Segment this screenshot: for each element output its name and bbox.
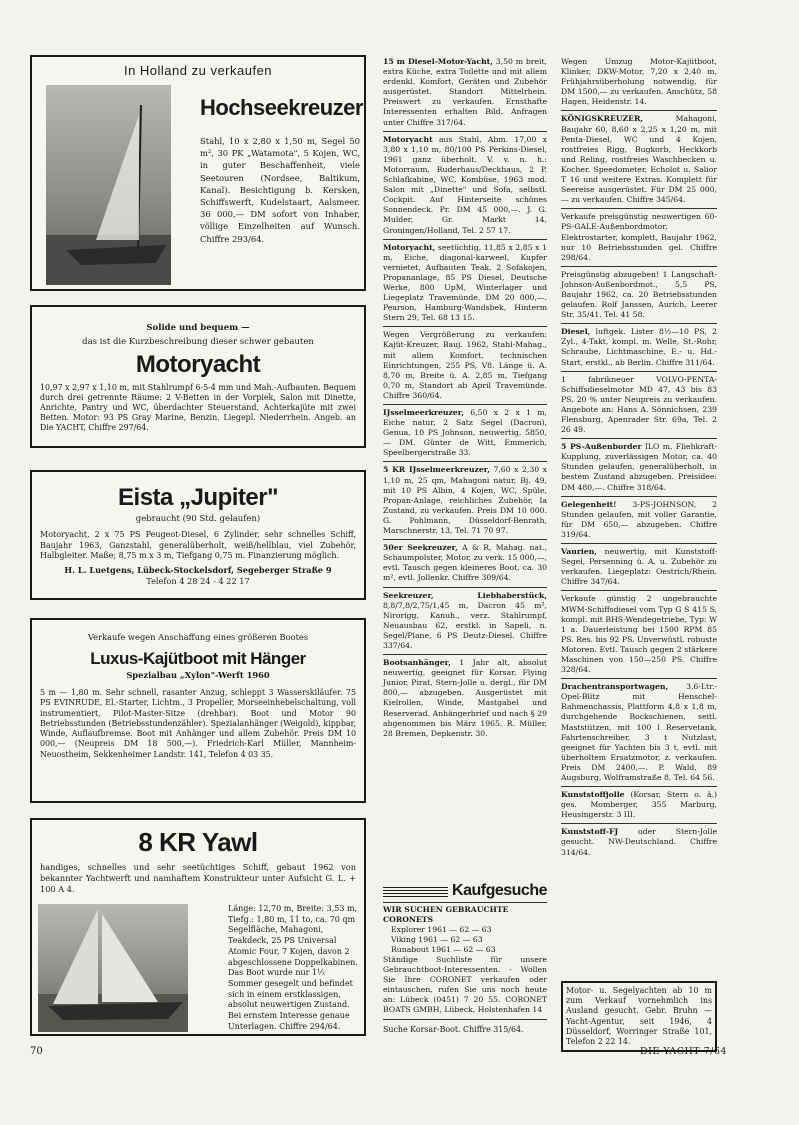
ad-separator	[561, 678, 717, 679]
ad-luxus-kajuetboot	[30, 618, 366, 803]
ad-text: Wegen Umzug Motor-Kajütboot, Klinker, DKW-Motor, 7,20 x 2,40 m, Frühjahrsüberholung notwendig, für DM 1500,— zu verkaufen. Anschütz, 58 Hagen, Heidenstr. 14.	[561, 57, 717, 107]
coronet-model-line: Viking 1961 — 62 — 63	[391, 935, 483, 944]
ad-text: ILO m. Fliehkraft-Kupplung, zuverlässigen Motor, ca. 40 Stunden gelaufen, generalüberholt, in bestem Zustand abzugeben. Preisidee: DM 480,—. Chiffre 318/64.	[561, 442, 718, 492]
ad-lead: Solide und bequem —	[146, 323, 250, 333]
classified-column-middle	[383, 57, 547, 739]
ad-label: Vaurien,	[561, 547, 597, 557]
ad-header: In Holland zu verkaufen	[123, 63, 273, 78]
ad-label: Drachentransportwagen,	[561, 682, 669, 692]
ad-label: Motoryacht	[383, 134, 433, 144]
ad-separator	[383, 587, 547, 588]
ad-eista-jupiter	[30, 470, 366, 600]
ad-label: Gelegenheit!	[561, 499, 617, 509]
bruhn-text: Motor- u. Segelyachten ab 10 m zum Verkauf vornehmlich ins Ausland gesucht. Gebr. Bruhn — Yacht-Agentur, seit 1946, 4 Düsseldorf, Worringer Straße 101, Telefon 2 22 14.	[566, 986, 712, 1047]
classified-ad	[561, 212, 717, 262]
kaufgesuche-section	[383, 882, 547, 1035]
ad-label: Seekreuzer, Liebhaberstück,	[383, 590, 547, 600]
classified-ad	[561, 790, 717, 820]
classified-ad	[561, 682, 717, 783]
classified-ad	[561, 57, 717, 107]
ad-text: Preisgünstig abzugeben! 1 Langschaft-Johnson-Außenbordmot., 5,5 PS, Baujahr 1962, ca. 20 Betriebsstunden gelaufen. Rolf Janssen, Aurich, Leerer Str. 35/41. Tel. 41 58.	[561, 269, 717, 320]
ad-text: 7,60 x 2,30 x 1,10 m, 25 qm, Mahagoni natur, Bj. 49, mit 10 PS Albin, 4 Kojen, WC, Spüle, Propan-Anlage, reichliches Zubehör, Ia Zustand, zu verkaufen. Preis DM 10 000. G. Pohlmann, Düsseldorf-Benrath, Marschnerstr. 13, Tel. 71 70 97.	[383, 465, 547, 536]
ad-separator	[561, 496, 717, 497]
ad-separator	[561, 590, 717, 591]
ad-separator	[383, 326, 547, 327]
ad-label: Motoryacht,	[383, 242, 436, 252]
ad-separator	[561, 823, 717, 824]
ad-separator	[383, 131, 547, 132]
coronet-heading: WIR SUCHEN GEBRAUCHTE CORONETS	[383, 905, 509, 924]
ad-phone: Telefon 4 28 24 - 4 22 17	[146, 575, 250, 586]
korsar-wanted: Suche Korsar-Boot. Chiffre 315/64.	[383, 1024, 524, 1034]
classified-ad	[561, 594, 717, 675]
ad-text: 1 fabrikneuer VOLVO-PENTA-Schiffsdieselmotor MD 47, 43 bis 83 PS, 20 % unter Neupreis zu verkaufen. Angebote an: Hans A. Sönnichsen, 239 Flensburg, Apenrader Str. 69a, Tel. 2 26 49.	[561, 374, 717, 435]
classified-ad	[383, 330, 547, 401]
classified-ad	[383, 465, 547, 536]
ad-text: 1 Jahr alt, absolut neuwertig, geeignet für Korsar, Flying Junior, Pirat, Stern-Jolle u. dergl., für DM 800,— abzugeben. Ausgerüstet mit Kielrollen, Winde, Mastgabel und Reserverad. Anhängerbrief und nach § 29 abgenommen bis März 1965. R. Müller, 28 Bremen, Depkenstr. 30.	[383, 658, 547, 738]
ad-text: A & R, Mahag. nat., Schaumpolster, Motor, zu verk. 15 000,—, evtl. Tausch gegen kleineres Boot, ca. 30 m², evtl. Jollenkr. Chiffre 309/64.	[383, 543, 547, 583]
ad-text: 3-PS-JOHNSON, 2 Stunden gelaufen, mit voller Garantie, für DM 650,— abzugeben. Chiffre 319/64.	[561, 499, 717, 539]
ad-text: Verkaufe preisgünstig neuwertigen 60-PS-GALE-Außenbordmotor, Elektrostarter, komplett, Baujahr 1962, nur 10 Betriebsstunden gel. Chiffre 298/64.	[561, 212, 717, 262]
ad-separator	[561, 266, 717, 267]
classified-ad	[561, 442, 717, 492]
ad-8kr-yawl	[30, 818, 366, 1036]
ad-text: 6,50 x 2 x 1 m, Eiche natur, 2 Satz Segel (Dacron), Genua, 10 PS Johnson, neuwertig, 5850,— DM. Günter de Witt, Emmerich, Speelbergerstraße 33.	[383, 408, 547, 458]
bruhn-ad	[561, 981, 717, 1052]
ad-separator	[561, 543, 717, 544]
classified-ad	[561, 827, 717, 857]
classified-ad	[561, 500, 717, 540]
magazine-footer: DIE YACHT 7/64	[640, 1046, 727, 1057]
ad-separator	[561, 438, 717, 439]
ad-label: Diesel,	[561, 327, 591, 337]
ad-separator	[383, 654, 547, 655]
ad-text: Verkaufe günstig 2 ungebrauchte MWM-Schiffsdiesel vom Typ G S 415 S, kompl. mit BHS-Wendegetriebe, Typ: W 1 a. Dauerleistung bei 1500 RPM 85 PS. Res. bis 92 PS. Unverwüstl. robuste Motoren. Evtl. Tausch gegen 2 stärkere Maschinen von 150—250 PS. Chiffre 328/64.	[561, 594, 717, 675]
ad-text: 3,50 m breit, extra Küche, extra Toilette und mit allem erdenkl. Komfort, Geräten und Zubehör ausgerüstet. Standort Mittelrhein. Preiswert zu verkaufen. Ernsthafte Interessenten erhalten Bild. Anfragen unter Chiffre 317/64.	[383, 57, 547, 127]
ad-text: oder Stern-Jolle gesucht. NW-Deutschland. Chiffre 314/64.	[561, 827, 717, 857]
ad-body: 10,97 x 2,97 x 1,10 m, mit Stahlrumpf 6-5-4 mm und Mah.-Aufbauten. Bequem durch drei getrennte Räume: 2 V-Betten in der Vorpiek, Salon mit Dinette, Anrichte, Pantry und WC, überdachter Steuerstand, Achterkajüte mit zwei Betten. Motor: 93 PS Gray Marine, Benzin. Liegepl. Niederrhein. Angeb. an Die YACHT, Chiffre 297/64.	[40, 383, 356, 432]
ad-lead-2: das ist die Kurzbeschreibung dieser schwer gebauten	[82, 337, 314, 347]
ad-body: 5 m — 1,80 m. Sehr schnell, rasanter Anzug, schleppt 3 Wasserskiläufer. 75 PS EVINRUDE, El.-Starter, Lichtm., 3 Propeller, Morseeinhebelschaltung, voll instrumentiert, Pilot-Master-Sitze (drehbar). Boot und Motor 90 Betriebsstunden (Betriebsstundenzähler). Spezialanhänger (Weigold), kippbar, Winde, Auflaufbremse. Boot mit Anhänger und allem Zubehör. Preis DM 10 000,— (Neupreis DM 18 500,—). Friedrich-Karl Müller, Mannheim-Neuostheim, Sekkenheimer Landstr. 141, Telefon 4 03 35.	[40, 688, 356, 759]
classified-ad	[383, 135, 547, 236]
ad-separator	[383, 404, 547, 405]
ad-contact: H. L. Luetgens, Lübeck-Stockelsdorf, Segeberger Straße 9	[64, 564, 332, 575]
ad-subtitle: gebraucht (90 Std. gelaufen)	[135, 514, 261, 524]
ad-body-text: Stahl, 10 x 2,80 x 1,50 m, Segel 50 m², 30 PK „Watamota", 5 Kojen, WC, in guter Beschaffenheit, viele Seetouren (Nordsee, Baltikum, Kanal). Besichtigung b. Kersken, Schiffswerft, Kudelstaart, Aalsmeer.	[200, 136, 360, 208]
sailboat-photo	[46, 85, 171, 285]
classified-ad	[383, 658, 547, 739]
page-number: 70	[30, 1046, 43, 1057]
classified-ad	[561, 327, 717, 367]
ad-text: 8,8/7,8/2,75/1,45 m, Dacron 45 m², Nirorigg, Kanuh., verz. Stahlrumpf, Neuausbau 62, erstkl. in Sapeli, n. Segel/Plane, 6 PS Deutz-Diesel. Chiffre 337/64.	[383, 600, 547, 650]
ad-text: seetüchtig, 11,85 x 2,85 x 1 m, Eiche, diagonal-karweel, Kupfer vernietet, Aufbauten Teak, 2 Sofakojen, Propananlage, 85 PS Diesel, Deutsche Werke, 800 UpM, Winterlager und Liegeplatz Travemünde, DM 20 000,—. Pearson, Hamburg-Wandsbek, Hinterm Stern 29, Tel. 68 13 15.	[383, 242, 547, 323]
classified-ad	[383, 408, 547, 458]
coronet-model-line: Runabout 1961 — 62 — 63	[391, 945, 496, 954]
classified-ad	[383, 57, 547, 128]
ad-subtitle: Spezialbau „Xylon"-Werft 1960	[126, 670, 270, 680]
coronet-models	[383, 925, 547, 955]
ad-label: Kunststoff-FJ	[561, 827, 619, 837]
ad-label: 5 KR IJsselmeerkreuzer,	[383, 465, 490, 475]
classified-ad	[561, 375, 717, 436]
ad-title: 8 KR Yawl	[138, 827, 258, 857]
classified-ad	[383, 243, 547, 324]
ad-separator	[383, 539, 547, 540]
classified-ad	[561, 270, 717, 320]
ad-text: Wegen Vergrößerung zu verkaufen: Kajüt-Kreuzer, Bauj. 1962, Stahl-Mahag., mit allem Komfort, technischen Einrichtungen, 255 PS, V8. Länge ü. A. 8,70 m, Breite ü. A. 2,85 m, Tiefgang 0,70 m, Standort ab April Travemünde. Chiffre 360/64.	[383, 330, 547, 400]
classified-ad	[561, 547, 717, 587]
ad-body: Länge: 12,70 m, Breite: 3,53 m, Tiefg.: 1,80 m, 11 to, ca. 70 qm Segelfläche, Mahagoni, Teakdeck, 25 PS Universal Atomic Four, 7 Kojen, davon 2 abgeschlossene Doppelkabinen. Das Boot wurde nur 1½ Sommer gesegelt und befindet sich in einem erstklassigen, absolut neuwertigen Zustand. Bei ernstem Interesse genaue Unterlagen. Chiffre 294/64.	[228, 904, 358, 1031]
ad-text: 3,6-Ltr.-Opel-Blitz mit Henschel-Rahmenchassis, Plattform 4,8 x 1,8 m, durchgehende Bockschienen, seitl. Maststützen, mit 100 l Reservetank, Fahrtenschreiber, 3 t Nutzlast, geeignet für Yachten bis 3 t, evtl. mit überholtem Ersatzmotor, z. verkaufen. Preis DM 2400,—. P. Wald, 89 Augsburg, Wolframstraße 8, Tel. 64 56.	[561, 682, 717, 782]
ad-label: KÖNIGSKREUZER,	[561, 114, 644, 124]
ad-lead: Verkaufe wegen Anschaffung eines größeren Bootes	[87, 632, 309, 642]
ad-intro: handiges, schnelles und sehr seetüchtiges Schiff, gebaut 1962 von bekannter Yachtwerft und namhaftem Konstrukteur unter Aufsicht G. L. + 100 A 4.	[40, 862, 356, 894]
ad-label: 50er Seekreuzer,	[383, 543, 458, 553]
ad-text: aus Stahl, Abm. 17,00 x 3,80 x 1,10 m, 80/100 PS Perkins-Diesel, 1961 ganz überholt. V. v. n. h.: Motorraum, Ruderhaus/Deckhaus, 2 P. Schlafkabine, WC, Kombüse, 1963 mod. Salon mit „Dinette" und Sofa, selbstl. Cockpit. Auf Hinterseite schönes Sonnendeck. Pr. DM 45 000,—. J. G. Mulder, Gr. Markt 14, Groningen/Holland, Tel. 2 57 17.	[383, 134, 547, 235]
ad-hochseekreuzer	[30, 55, 366, 291]
ad-text: luftgek. Lister 8½—10 PS, 2 Zyl., 4-Takt, kompl. m. Welle, St.-Rohr, Schraube, Lichtmaschine, E.- u. Hd.-Start, erstkl., ab Berlin. Chiffre 311/64.	[561, 327, 717, 367]
ad-separator	[561, 371, 717, 372]
ad-price: 36 000,— DM sofort von Inhaber, völlige Einzelheiten auf Wunsch. Chiffre 293/64.	[200, 209, 360, 244]
ad-motoryacht-solide	[30, 305, 366, 448]
ad-separator	[561, 110, 717, 111]
ad-label: Bootsanhänger,	[383, 658, 451, 668]
ad-body	[200, 135, 360, 245]
ad-body: Motoryacht, 2 x 75 PS Peugeot-Diesel, 6 Zylinder, sehr schnelles Schiff, Baujahr 1963, Ganzstahl, generalüberholt, weiß/hellblau, viel Zubehör, Halbgleiter. Maße; 8,75 m x 3 m, Tiefgang 0,75 m. Finanzierung möglich.	[40, 530, 356, 560]
yawl-photo	[38, 904, 188, 1032]
ad-separator	[561, 323, 717, 324]
ad-title: Luxus-Kajütboot mit Hänger	[90, 649, 306, 668]
ad-label: 15 m Diesel-Motor-Yacht,	[383, 57, 493, 66]
ad-label: 5 PS-Außenborder	[561, 442, 642, 452]
ad-separator	[561, 786, 717, 787]
ad-text: (Korsar, Stern o. ä.) ges. Momberger, 355 Marburg, Heusingerstr. 3 III.	[561, 790, 717, 820]
classified-ad	[383, 543, 547, 583]
ad-separator	[383, 461, 547, 462]
classified-ad	[383, 591, 547, 652]
ad-title: Hochseekreuzer	[200, 95, 363, 120]
ad-separator	[383, 239, 547, 240]
ad-text: neuwertig, mit Kunststoff-Segel, Persenning ü. A. u. Zubehör zu verkaufen. Liegeplatz: Oestrich/Rhein. Chiffre 347/64.	[561, 547, 717, 587]
kaufgesuche-title: Kaufgesuche	[452, 882, 547, 899]
ad-text: Mahagoni, Baujahr 60, 8,60 x 2,25 x 1,20 m, mit Penta-Diesel, WC und 4 Kojen, rostfreies Rigg, Bugkorb, Heckkorb und Reling, rostfreies Waschbecken u. Kocher. Speedometer, Echolot u. Salior T 16 und weitere Extras. Komplett für Seereise ausgerüstet. Für DM 25 000,— zu verkaufen. Chiffre 345/64.	[561, 114, 717, 205]
classified-column-right	[561, 57, 717, 858]
ad-separator	[561, 208, 717, 209]
classified-ad	[561, 114, 717, 205]
ad-title: Eista „Jupiter"	[118, 484, 278, 511]
ad-label: IJsselmeerkreuzer,	[383, 408, 464, 417]
coronet-model-line: Explorer 1961 — 62 — 63	[391, 925, 492, 934]
coronet-body: Ständige Suchliste für unsere Gebrauchtboot-Interessenten. - Wollen Sie Ihre CORONET verkaufen oder eintauschen, rufen Sie uns noch heute an: Lübeck (0451) 7 20 55. CORONET BOATS GMBH, Lübeck, Holstenhafen 14	[383, 955, 547, 1015]
ad-title: Motoryacht	[135, 351, 261, 378]
ad-label: Kunststoffjolle	[561, 790, 625, 800]
